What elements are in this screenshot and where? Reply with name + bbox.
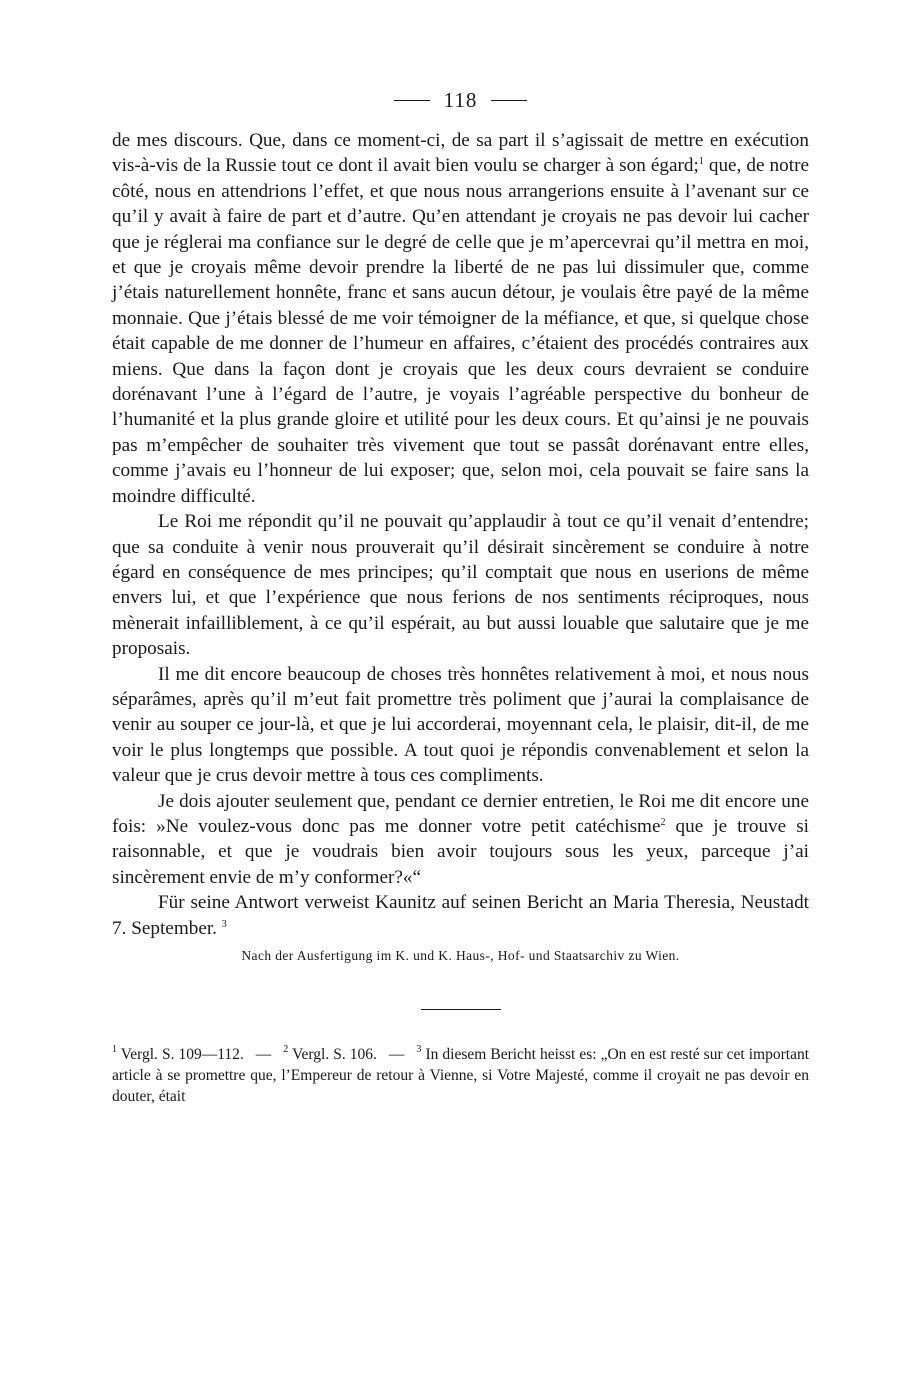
footnote-2-marker: 2 (283, 1044, 289, 1055)
header-dash-left (394, 100, 430, 101)
paragraph-4-part-b: que je trouve si raisonnable, et que je voudrais bien avoir toujours sous les yeux, parceque j’ai sincèrement envie de m’y conformer?«“ (112, 815, 809, 888)
footnote-1-text: Vergl. S. 109—112. (120, 1046, 244, 1063)
header-dash-right (491, 100, 527, 101)
paragraph-4-part-a: Je dois ajouter seulement que, pendant ce dernier entretien, le Roi me dit encore une fois: »Ne voulez-vous donc pas me donner votre petit catéchisme (112, 790, 809, 837)
body-text (112, 128, 809, 941)
footnote-3-marker: 3 (416, 1044, 422, 1055)
paragraph-4 (112, 789, 809, 891)
footnotes (112, 1044, 809, 1107)
paragraph-1-part-a: de mes discours. Que, dans ce moment-ci, de sa part il s’agissait de mettre en exécution vis-à-vis de la Russie tout ce dont il avait bien voulu se charger à son égard; (112, 130, 809, 177)
paragraph-1-part-b: que, de notre côté, nous en attendrions l’effet, et que nous nous arrangerions ensuite à l’avenant sur ce qu’il y avait à faire de part et d’autre. Qu’en attendant je croyais ne pas devoir lui cacher que je réglerai ma confiance sur le degré de celle que je m’apercevrai qu’il mettra en moi, et que je croyais même devoir prendre la liberté de ne pas lui dissimuler que, comme j’étais naturellement honnête, franc et sans aucun détour, je voulais être payé de la même monnaie. Que j’étais blessé de me voir témoigner de la méfiance, et que, si quelque chose était capable de me donner de l’humeur en affaires, c’étaient des procédés contraires aux miens. Que dans la façon dont je croyais que les deux cours devraient se conduire dorénavant l’une à l’égard de l’autre, je voyais l’agréable perspective du bonheur de l’humanité et la plus grande gloire et utilité pour les deux cours. Et qu’ainsi je ne pouvais pas m’empêcher de souhaiter très vivement que tout se passât dorénavant entre elles, comme j’avais eu l’honneur de lui exposer; que, selon moi, cela pouvait se faire sans la moindre difficulté. (112, 155, 809, 507)
page-number: 118 (443, 87, 478, 112)
footnote-ref-2: 2 (660, 816, 666, 828)
paragraph-1 (112, 128, 809, 509)
footnote-dash-1: — (255, 1046, 272, 1063)
footnote-dash-2: — (388, 1046, 405, 1063)
footnote-separator (421, 1009, 501, 1010)
page-header (112, 84, 809, 116)
footnote-1-marker: 1 (112, 1044, 117, 1055)
footnote-ref-3: 3 (221, 918, 227, 930)
paragraph-5-text: Für seine Antwort verweist Kaunitz auf seinen Bericht an Maria Theresia, Neustadt 7. September. (112, 892, 809, 939)
footnote-2-text: Vergl. S. 106. (292, 1046, 377, 1063)
page (112, 84, 809, 1107)
paragraph-3: Il me dit encore beaucoup de choses très honnêtes relativement à moi, et nous nous séparâmes, après qu’il m’eut fait promettre très poliment que j’aurai la complaisance de venir au souper ce jour-là, et que je lui accorderai, moyennant cela, le plaisir, dit-il, de me voir le plus longtemps que possible. A tout quoi je répondis convenablement et selon la valeur que je crus devoir mettre à tous ces compliments. (112, 663, 809, 787)
paragraph-5 (112, 890, 809, 941)
footnote-ref-1: 1 (698, 156, 704, 168)
paragraph-2: Le Roi me répondit qu’il ne pouvait qu’applaudir à tout ce qu’il venait d’entendre; que sa conduite à venir nous prouverait qu’il désirait sincèrement se conduire à notre égard en conséquence de mes principes; qu’il comptait que nous en userions de même envers lui, et que l’expérience que nous ferions de nos sentiments réciproques, nous mènerait infailliblement, à ce qu’il espérait, au but aussi louable que salutaire que je me proposais. (112, 511, 809, 660)
source-note: Nach der Ausfertigung im K. und K. Haus-, Hof- und Staatsarchiv zu Wien. (241, 948, 680, 963)
footnote-3-text: In diesem Bericht heisst es: „On en est resté sur cet important article à se promettre que, l’Empereur de retour à Vienne, si Votre Majesté, comme il croyait ne pas devoir en douter, était (112, 1046, 810, 1105)
